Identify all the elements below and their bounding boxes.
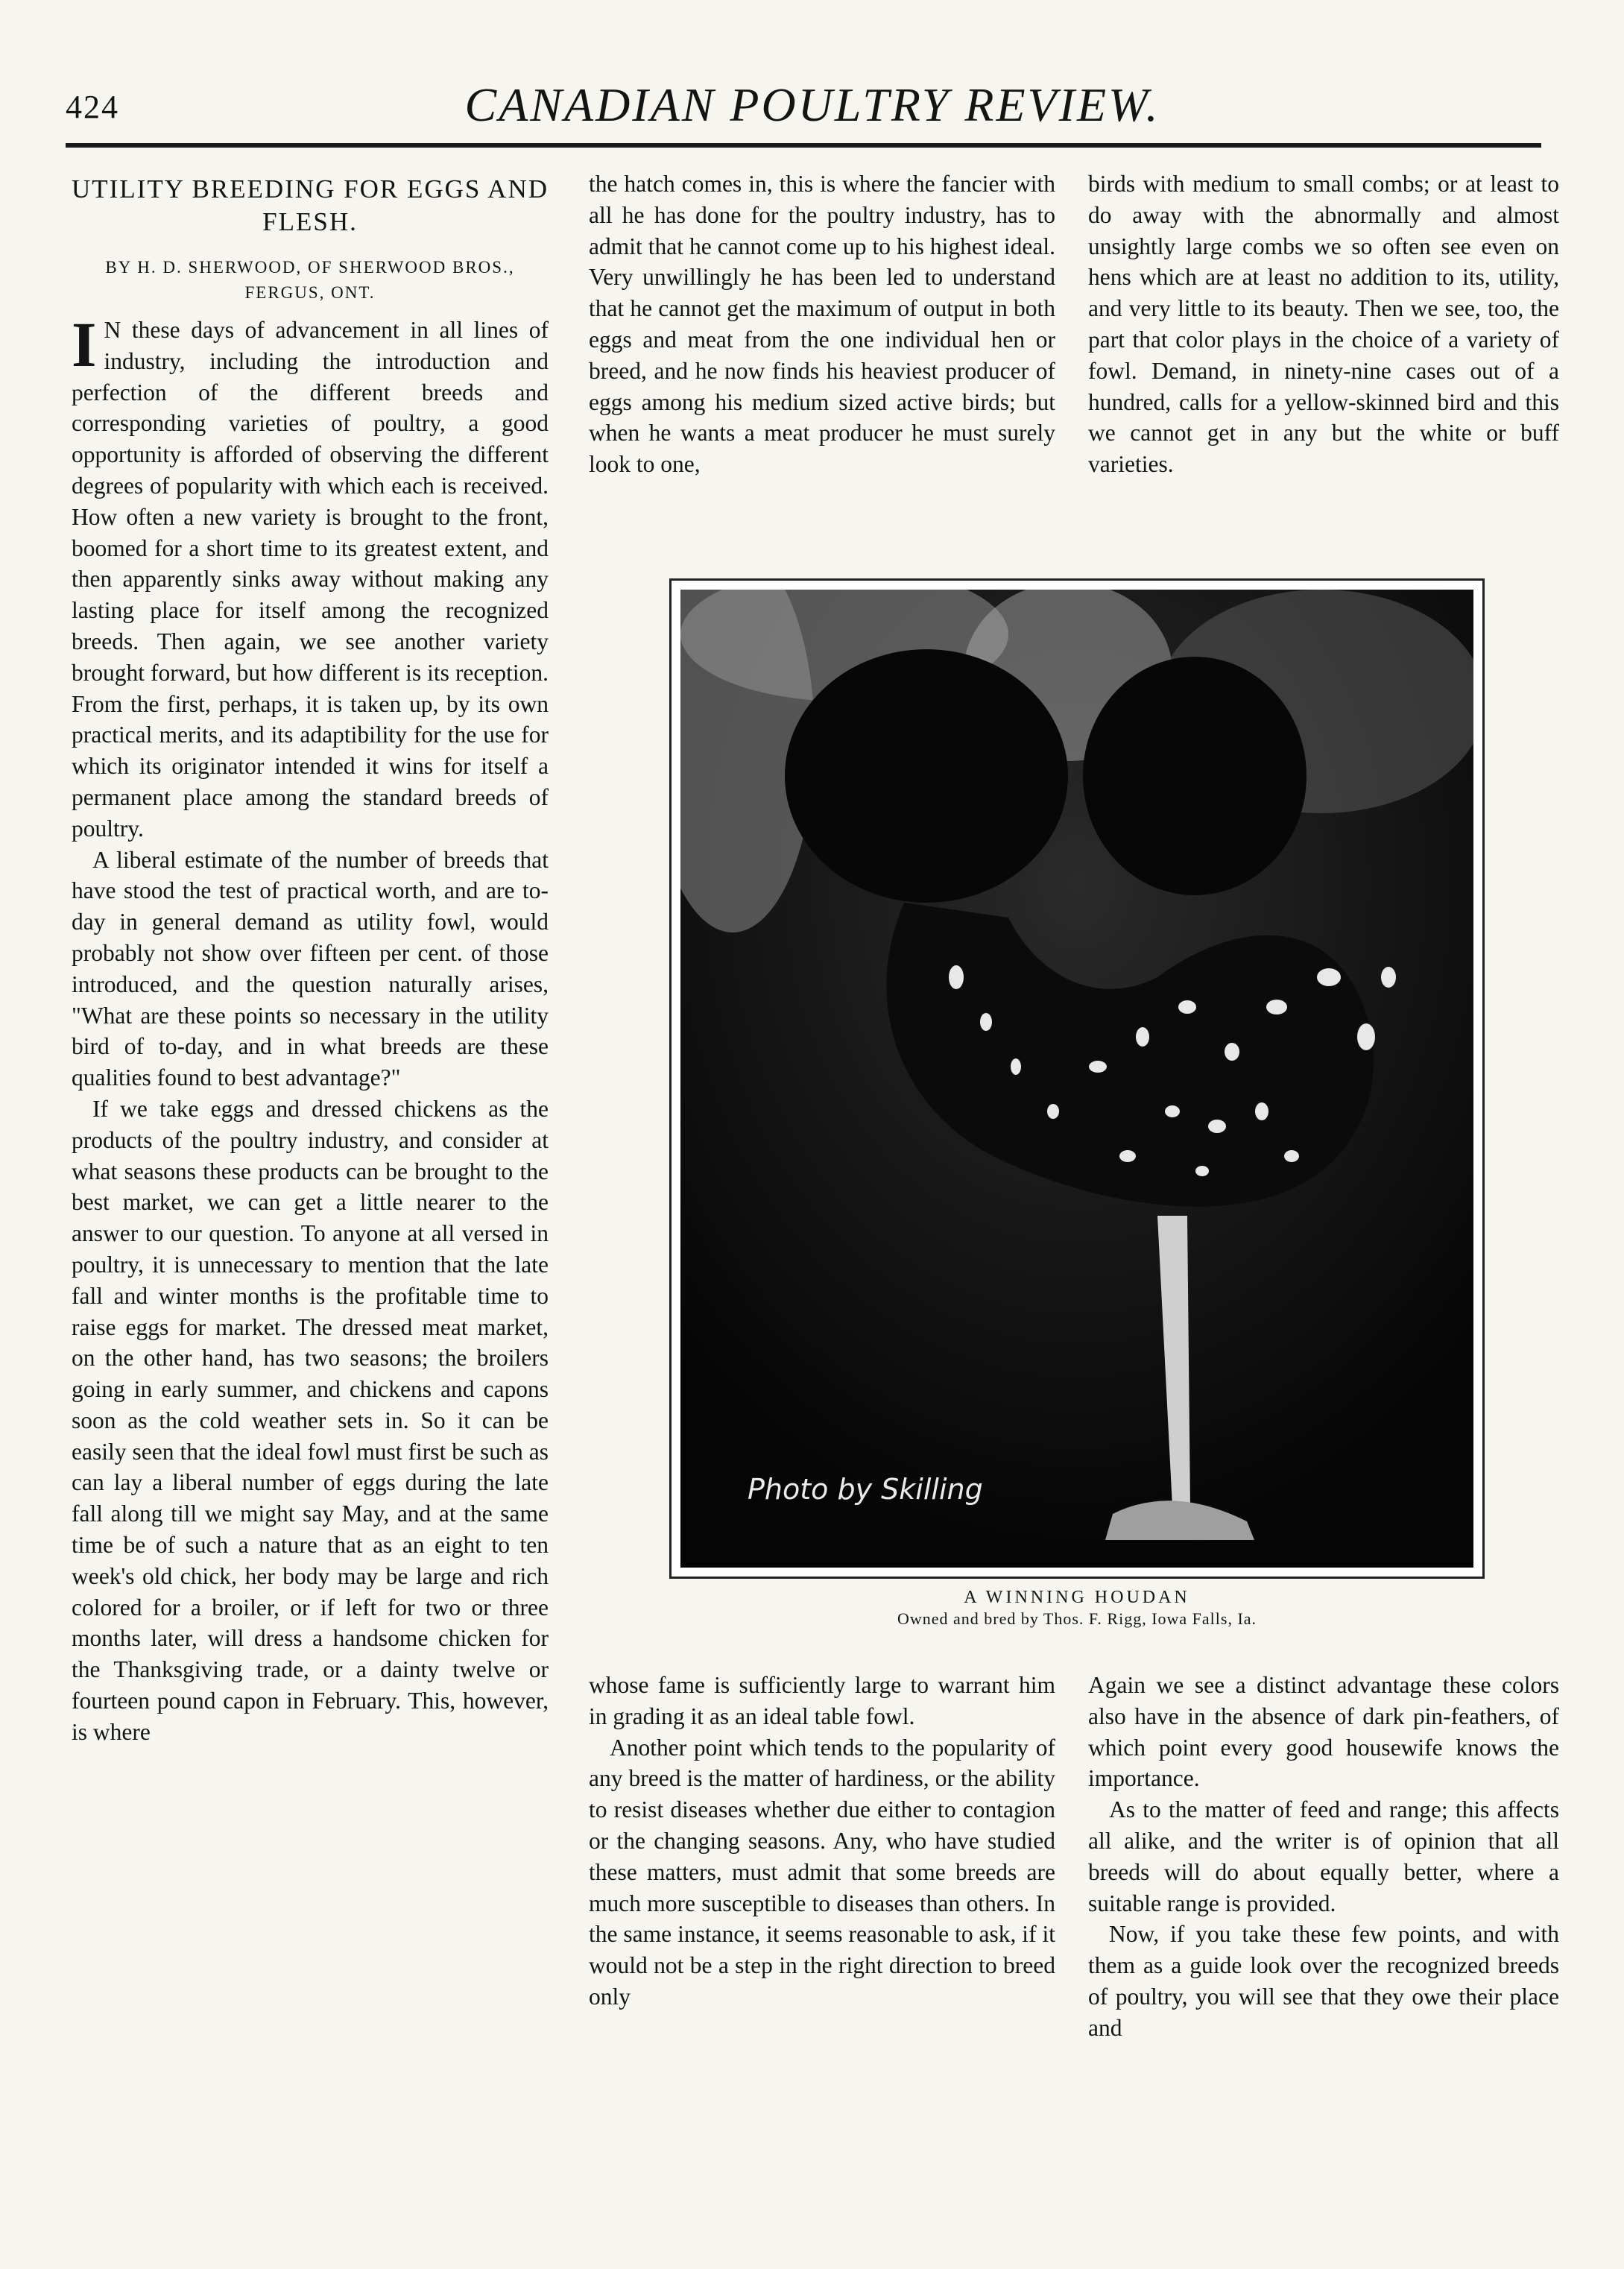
paragraph-3: If we take eggs and dressed chickens as the products of the poultry industry, and consider at what seasons these products can be brought to the best market, we can get a little nearer to the answer to our question. To anyone at all versed in poultry, it is unnecessary to mention that the late fall and winter months is the profitable time to raise eggs for market. The dressed meat market, on the other hand, has two seasons; the broilers going in early summer, and chickens and capons soon as the cold weather sets in. So it can be easily seen that the ideal fowl must first be such as can lay a liberal number of eggs during the late fall along till we might say May, and at the same time be of such a nature that as an eight to ten week's old chick, her body may be large and rich colored for a broiler, or if left for two or three months later, will dress a handsome chicken for the Thanksgiving trade, or a dainty twelve or fourteen pound capon in February. This, however, is where [72, 1095, 549, 1745]
running-head: CANADIAN POULTRY REVIEW. [464, 78, 1160, 131]
page-header [0, 0, 1624, 157]
column-2-top [589, 168, 1055, 480]
article-byline: BY H. D. SHERWOOD, OF SHERWOOD BROS., FERGUS, ONT. [105, 258, 515, 302]
paragraph-feed: As to the matter of feed and range; this affects all alike, and the writer is of opinion that all breeds will do about equally better, where a suitable range is provided. [1088, 1796, 1559, 1916]
rooster-illustration [680, 590, 1473, 1568]
paragraph-conclusion: Now, if you take these few points, and with them as a guide look over the recognized breeds of poultry, you will see that they owe their place and [1088, 1921, 1559, 2041]
caption-credit: Owned and bred by Thos. F. Rigg, Iowa Falls, Ia. [897, 1609, 1257, 1628]
drop-cap: I [72, 309, 97, 380]
photo-area [680, 590, 1473, 1568]
paragraph-continued: birds with medium to small combs; or at least to do away with the abnormally and almost unsightly large combs we so often see even on hens which are at least no addition to its, utility, and very little to its beauty. Then we see, too, the part that color plays in the choice of a variety of fowl. Demand, in ninety-nine cases out of a hundred, calls for a yellow-skinned bird and this we cannot get in any but the white or buff varieties. [1088, 171, 1559, 478]
paragraph-colors: Again we see a distinct advantage these colors also have in the absence of dark pin-feathers, of which point every good housewife knows the importance. [1088, 1672, 1559, 1792]
caption-title: A WINNING HOUDAN [964, 1588, 1190, 1607]
column-2-bottom [589, 1670, 1055, 2013]
paragraph-2: A liberal estimate of the number of breeds that have stood the test of practical worth, and are to-day in general demand as utility fowl, would probably not show over fifteen per cent. of those introduced, and the question naturally arises, "What are these points so necessary in the utility bird of to-day, and in what breeds are these qualities found to best advantage?" [72, 846, 549, 1091]
figure-caption [669, 1586, 1485, 1629]
paragraph-1: I N these days of advancement in all lines of industry, including the introduction and perfection of the different breeds and corresponding varieties of poultry, a good opportunity is afforded of observing the different degrees of popularity with which each is received. How often a new variety is brought to the front, boomed for a short time to its greatest extent, and then apparently sinks away without making any lasting place for itself among the recognized breeds. Then again, we see another variety brought forward, but how different is its reception. From the first, perhaps, it is taken up, by its own practical merits, and its adaptibility for the use for which its originator intended it wins for itself a permanent place among the standard breeds of poultry. [72, 309, 549, 842]
photographer-signature: Photo by Skilling [748, 1473, 983, 1506]
column-3-top [1088, 168, 1559, 480]
article-title: UTILITY BREEDING FOR EGGS AND FLESH. [72, 174, 549, 236]
houdan-photograph [669, 578, 1485, 1579]
column-1 [72, 168, 549, 1748]
page-number: 424 [66, 89, 119, 125]
header-rule [66, 143, 1541, 148]
paragraph-hardiness: Another point which tends to the popularity of any breed is the matter of hardiness, or the ability to resist diseases whether due either to contagion or the changing seasons. Any, who have studied these matters, must admit that some breeds are much more susceptible to diseases than others. In the same instance, it seems reasonable to ask, if it would not be a step in the right direction to breed only [589, 1734, 1055, 2010]
paragraph-continued: the hatch comes in, this is where the fancier with all he has done for the poultry industry, has to admit that he cannot come up to his highest ideal. Very unwillingly he has been led to understand that he cannot get the maximum of output in both eggs and meat from the one individual hen or breed, and he now finds his heaviest producer of eggs among his medium sized active birds; but when he wants a meat producer he must surely look to one, [589, 171, 1055, 478]
paragraph-continued: whose fame is sufficiently large to warrant him in grading it as an ideal table fowl. [589, 1672, 1055, 1729]
column-3-bottom [1088, 1670, 1559, 2044]
